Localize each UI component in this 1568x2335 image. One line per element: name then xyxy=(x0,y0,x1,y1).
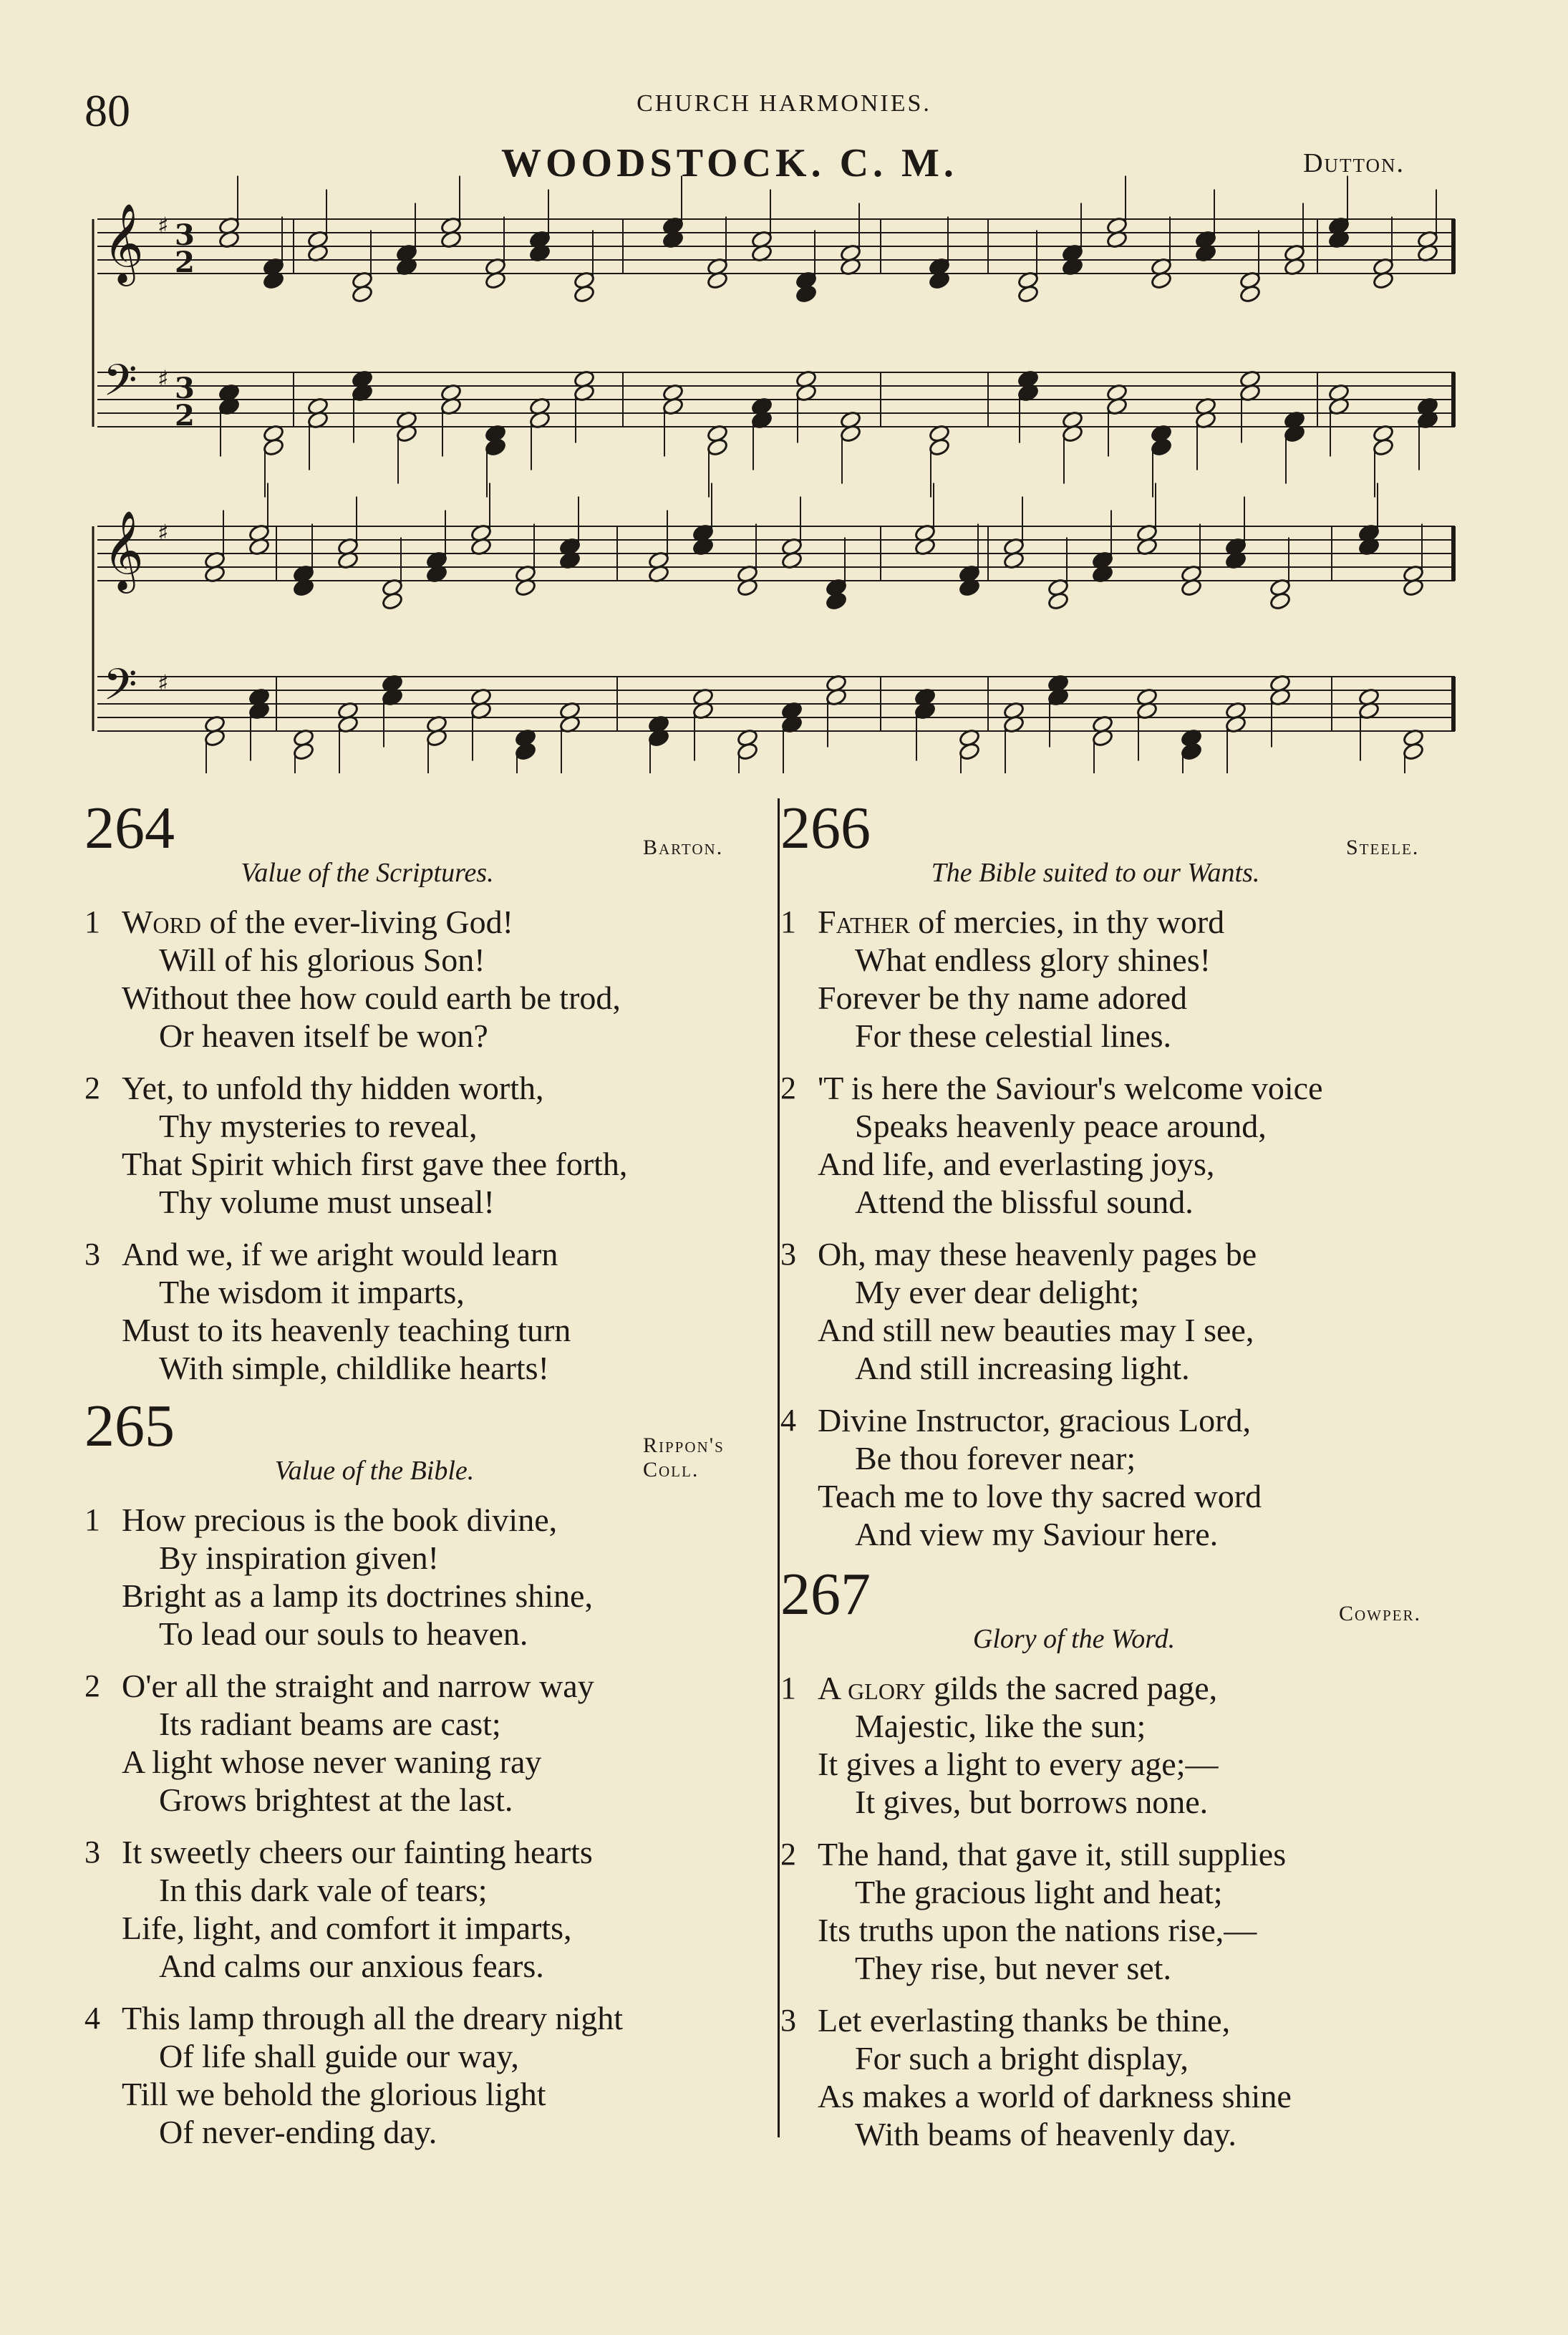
verse-line xyxy=(122,1069,765,1107)
verse-line-text: The wisdom it imparts, xyxy=(159,1274,465,1310)
note-head xyxy=(1239,284,1261,304)
verse-line-text: Of life shall guide our way, xyxy=(159,2038,519,2074)
verse-line-text: A light whose never waning ray xyxy=(122,1744,542,1780)
key-signature-sharp: ♯ xyxy=(158,519,169,546)
verse-line-text: of the ever-living God! xyxy=(200,904,513,940)
verse-line xyxy=(818,1401,1461,1439)
hymn-header xyxy=(780,795,1461,861)
verse-line-text: And we, if we aright would learn xyxy=(122,1236,558,1272)
verse-line-text: For these celestial lines. xyxy=(855,1017,1171,1054)
verse-line-text: The hand, that gave it, still supplies xyxy=(818,1836,1287,1872)
verse-line-text: Be thou forever near; xyxy=(855,1440,1136,1476)
verse-line-text: To lead our souls to heaven. xyxy=(159,1615,528,1652)
verse-line xyxy=(159,1349,765,1387)
key-signature-sharp: ♯ xyxy=(158,212,169,239)
note-head xyxy=(928,437,950,457)
verse-line xyxy=(818,2077,1461,2115)
verse-line xyxy=(159,1017,765,1055)
verse-line-text: Must to its heavenly teaching turn xyxy=(122,1312,571,1348)
verse-line-text: Life, light, and comfort it imparts, xyxy=(122,1910,572,1946)
bass-clef: 𝄢 xyxy=(103,659,137,721)
verse-line xyxy=(122,979,765,1017)
key-signature-sharp: ♯ xyxy=(158,669,169,697)
hymn-subtitle: The Bible suited to our Wants. xyxy=(931,858,1260,888)
verse-line xyxy=(855,2039,1461,2077)
verse-line xyxy=(122,903,765,941)
verse-line xyxy=(122,1145,765,1183)
tune-composer: Dutton. xyxy=(1303,148,1405,178)
verse-line xyxy=(818,1911,1461,1949)
verse-line xyxy=(122,1311,765,1349)
note-head xyxy=(292,742,314,761)
verse-line-text: Will of his glorious Son! xyxy=(159,942,485,978)
verse-line xyxy=(818,2001,1461,2039)
stanza-number: 1 xyxy=(780,904,796,939)
verse-line-text: 'T is here the Saviour's welcome voice xyxy=(818,1070,1323,1106)
verse-line xyxy=(818,1311,1461,1349)
stanza-number: 2 xyxy=(84,1668,100,1703)
stanza xyxy=(780,2001,1461,2153)
verse-line-text: Till we behold the glorious light xyxy=(122,2076,546,2112)
verse-line-text: Thy volume must unseal! xyxy=(159,1184,495,1220)
verse-line xyxy=(159,2113,765,2151)
verse-line-text: As makes a world of darkness shine xyxy=(818,2078,1292,2114)
hymn-number: 264 xyxy=(84,795,175,861)
stanza xyxy=(780,1069,1461,1221)
verse-line-text: By inspiration given! xyxy=(159,1539,439,1576)
verse-line xyxy=(855,1873,1461,1911)
tune-title: WOODSTOCK. C. M. xyxy=(501,141,958,185)
verse-line-text: This lamp through all the dreary night xyxy=(122,2000,624,2036)
stanza-number: 3 xyxy=(84,1834,100,1870)
verse-line xyxy=(818,1069,1461,1107)
note-head xyxy=(351,284,373,304)
time-signature-bottom: 2 xyxy=(175,246,195,279)
verse-line-text: Let everlasting thanks be thine, xyxy=(818,2002,1231,2039)
verse-line-text: Divine Instructor, gracious Lord, xyxy=(818,1402,1251,1439)
stanza-initial-word: Word xyxy=(122,904,201,940)
verse-line xyxy=(159,2037,765,2075)
verse-line xyxy=(122,1909,765,1947)
verse-line xyxy=(159,1183,765,1221)
note-head xyxy=(514,742,536,761)
verse-line xyxy=(818,1235,1461,1273)
verse-line xyxy=(855,2115,1461,2153)
verse-line-text: They rise, but never set. xyxy=(855,1950,1171,1986)
verse-line xyxy=(818,1835,1461,1873)
verse-line xyxy=(159,1781,765,1819)
verse-line xyxy=(159,1539,765,1577)
note-head xyxy=(1017,284,1039,304)
page-number: 80 xyxy=(84,85,130,136)
verse-line-text: O'er all the straight and narrow way xyxy=(122,1668,594,1704)
hymn-265 xyxy=(84,1393,765,2151)
hymn-author: Steele. xyxy=(1346,836,1420,859)
note-head xyxy=(1047,591,1069,611)
verse-line-text: For such a bright display, xyxy=(855,2040,1189,2077)
verse-line-text: Its radiant beams are cast; xyxy=(159,1706,501,1742)
verse-line xyxy=(855,1183,1461,1221)
time-signature-bottom: 2 xyxy=(175,399,195,432)
verse-line xyxy=(159,1107,765,1145)
verse-line-text: In this dark vale of tears; xyxy=(159,1872,488,1908)
verse-line xyxy=(122,1501,765,1539)
verse-line-text: And life, and everlasting joys, xyxy=(818,1146,1215,1182)
bass-clef: 𝄢 xyxy=(103,355,137,417)
verse-line-text: With simple, childlike hearts! xyxy=(159,1350,549,1386)
verse-line xyxy=(855,1515,1461,1553)
note-head xyxy=(1150,437,1172,457)
stanza-number: 2 xyxy=(780,1837,796,1872)
verse-line-text: How precious is the book divine, xyxy=(122,1502,558,1538)
stanza-number: 3 xyxy=(780,2003,796,2038)
running-head: CHURCH HARMONIES. xyxy=(637,90,931,117)
stanza xyxy=(84,1667,765,1819)
time-signature-top: 3 xyxy=(175,218,195,252)
verse-line xyxy=(122,1577,765,1615)
verse-line xyxy=(855,1107,1461,1145)
stanza xyxy=(84,1999,765,2151)
time-signature-top: 3 xyxy=(175,372,195,405)
stanza xyxy=(84,1235,765,1387)
verse-line xyxy=(818,1145,1461,1183)
verse-line-text: The gracious light and heat; xyxy=(855,1874,1223,1910)
stanza-number: 2 xyxy=(780,1070,796,1106)
verse-line xyxy=(159,1871,765,1909)
verse-line xyxy=(855,1439,1461,1477)
verse-line xyxy=(818,1669,1461,1707)
verse-line xyxy=(159,1705,765,1743)
verse-line xyxy=(159,1273,765,1311)
verse-line xyxy=(159,1615,765,1653)
stanza-number: 1 xyxy=(84,904,100,939)
hymn-header xyxy=(780,1561,1461,1628)
verse-line xyxy=(122,2075,765,2113)
verse-line-text: Or heaven itself be won? xyxy=(159,1017,488,1054)
verse-line xyxy=(855,1783,1461,1821)
note-head xyxy=(1402,742,1424,761)
stanza-number: 4 xyxy=(780,1403,796,1438)
stanza xyxy=(780,1401,1461,1553)
note-head xyxy=(573,284,595,304)
verse-line xyxy=(855,1949,1461,1987)
verse-line xyxy=(818,903,1461,941)
hymn-number: 265 xyxy=(84,1393,175,1459)
score-group xyxy=(93,176,1455,774)
verse-line-text: Yet, to unfold thy hidden worth, xyxy=(122,1070,544,1106)
verse-line-text: It gives a light to every age;— xyxy=(818,1746,1219,1782)
verse-line xyxy=(818,1477,1461,1515)
stanza xyxy=(780,1835,1461,1987)
verse-line xyxy=(159,941,765,979)
note-head xyxy=(825,591,847,611)
note-head xyxy=(795,284,817,304)
stanza-initial-word: Father xyxy=(818,904,910,940)
note-head xyxy=(262,437,284,457)
verse-line-text: And calms our anxious fears. xyxy=(159,1948,544,1984)
note-head xyxy=(706,437,728,457)
hymn-subtitle: Value of the Bible. xyxy=(274,1456,475,1486)
verse-line-text: Teach me to love thy sacred word xyxy=(818,1478,1262,1514)
stanza xyxy=(780,1669,1461,1821)
treble-clef: 𝄞 xyxy=(103,510,144,590)
stanza-number: 1 xyxy=(780,1671,796,1706)
stanza-initial-word: A glory xyxy=(818,1670,926,1706)
music-score xyxy=(0,0,1568,773)
hymn-number: 267 xyxy=(780,1561,871,1628)
treble-clef: 𝄞 xyxy=(103,203,144,283)
hymn-subtitle: Value of the Scriptures. xyxy=(241,858,494,888)
verse-line xyxy=(122,1999,765,2037)
stanza xyxy=(780,1235,1461,1387)
verse-line-text: Grows brightest at the last. xyxy=(159,1782,513,1818)
verse-line-text: Of never-ending day. xyxy=(159,2114,437,2150)
stanza-number: 3 xyxy=(84,1237,100,1272)
verse-line xyxy=(855,1349,1461,1387)
hymn-author: Barton. xyxy=(643,836,724,859)
hymn-266 xyxy=(780,795,1461,1553)
verse-line-text: It sweetly cheers our fainting hearts xyxy=(122,1834,593,1870)
note-head xyxy=(736,742,758,761)
verse-line xyxy=(818,979,1461,1017)
verse-line xyxy=(855,1273,1461,1311)
note-head xyxy=(1180,742,1202,761)
note-head xyxy=(381,591,403,611)
verse-line-text: And view my Saviour here. xyxy=(855,1516,1219,1552)
hymn-number: 266 xyxy=(780,795,871,861)
stanza xyxy=(780,903,1461,1055)
note-head xyxy=(1269,591,1291,611)
verse-line xyxy=(818,1745,1461,1783)
stanza-number: 2 xyxy=(84,1070,100,1106)
note-head xyxy=(484,437,506,457)
stanza-number: 4 xyxy=(84,2001,100,2036)
hymn-subtitle: Glory of the Word. xyxy=(972,1624,1176,1654)
hymn-267 xyxy=(780,1561,1461,2153)
verse-line-text: Oh, may these heavenly pages be xyxy=(818,1236,1257,1272)
verse-line-text: Attend the blissful sound. xyxy=(855,1184,1194,1220)
verse-line-text: My ever dear delight; xyxy=(855,1274,1140,1310)
verse-line-text: of mercies, in thy word xyxy=(909,904,1225,940)
verse-line xyxy=(855,1707,1461,1745)
verse-line-text: And still increasing light. xyxy=(855,1350,1190,1386)
verse-line-text: Majestic, like the sun; xyxy=(855,1708,1146,1744)
stanza-number: 1 xyxy=(84,1502,100,1537)
hymn-author: Rippon's Coll. xyxy=(643,1434,725,1481)
verse-line-text: What endless glory shines! xyxy=(855,942,1211,978)
verse-line-text: That Spirit which first gave thee forth, xyxy=(122,1146,628,1182)
verse-line xyxy=(855,941,1461,979)
column-divider xyxy=(778,798,780,2137)
note-head xyxy=(1372,437,1394,457)
stanza-number: 3 xyxy=(780,1237,796,1272)
verse-line xyxy=(855,1017,1461,1055)
hymn-header xyxy=(84,795,765,861)
stanza xyxy=(84,903,765,1055)
verse-line-text: Without thee how could earth be trod, xyxy=(122,980,621,1016)
stanza xyxy=(84,1069,765,1221)
key-signature-sharp: ♯ xyxy=(158,365,169,392)
hymn-author: Cowper. xyxy=(1339,1602,1422,1625)
verse-line-text: Bright as a lamp its doctrines shine, xyxy=(122,1577,593,1614)
verse-line xyxy=(122,1235,765,1273)
verse-line-text: And still new beauties may I see, xyxy=(818,1312,1254,1348)
verse-line xyxy=(159,1947,765,1985)
verse-line xyxy=(122,1743,765,1781)
verse-line xyxy=(122,1833,765,1871)
verse-line-text: gilds the sacred page, xyxy=(925,1670,1218,1706)
hymn-264 xyxy=(84,795,765,1387)
verse-line-text: With beams of heavenly day. xyxy=(855,2116,1237,2152)
verse-line-text: Its truths upon the nations rise,— xyxy=(818,1912,1257,1948)
verse-line-text: Speaks heavenly peace around, xyxy=(855,1108,1267,1144)
verse-line xyxy=(122,1667,765,1705)
note-head xyxy=(958,742,980,761)
verse-line-text: Thy mysteries to reveal, xyxy=(159,1108,478,1144)
verse-line-text: It gives, but borrows none. xyxy=(855,1784,1209,1820)
stanza xyxy=(84,1833,765,1985)
verse-line-text: Forever be thy name adored xyxy=(818,980,1188,1016)
stanza xyxy=(84,1501,765,1653)
